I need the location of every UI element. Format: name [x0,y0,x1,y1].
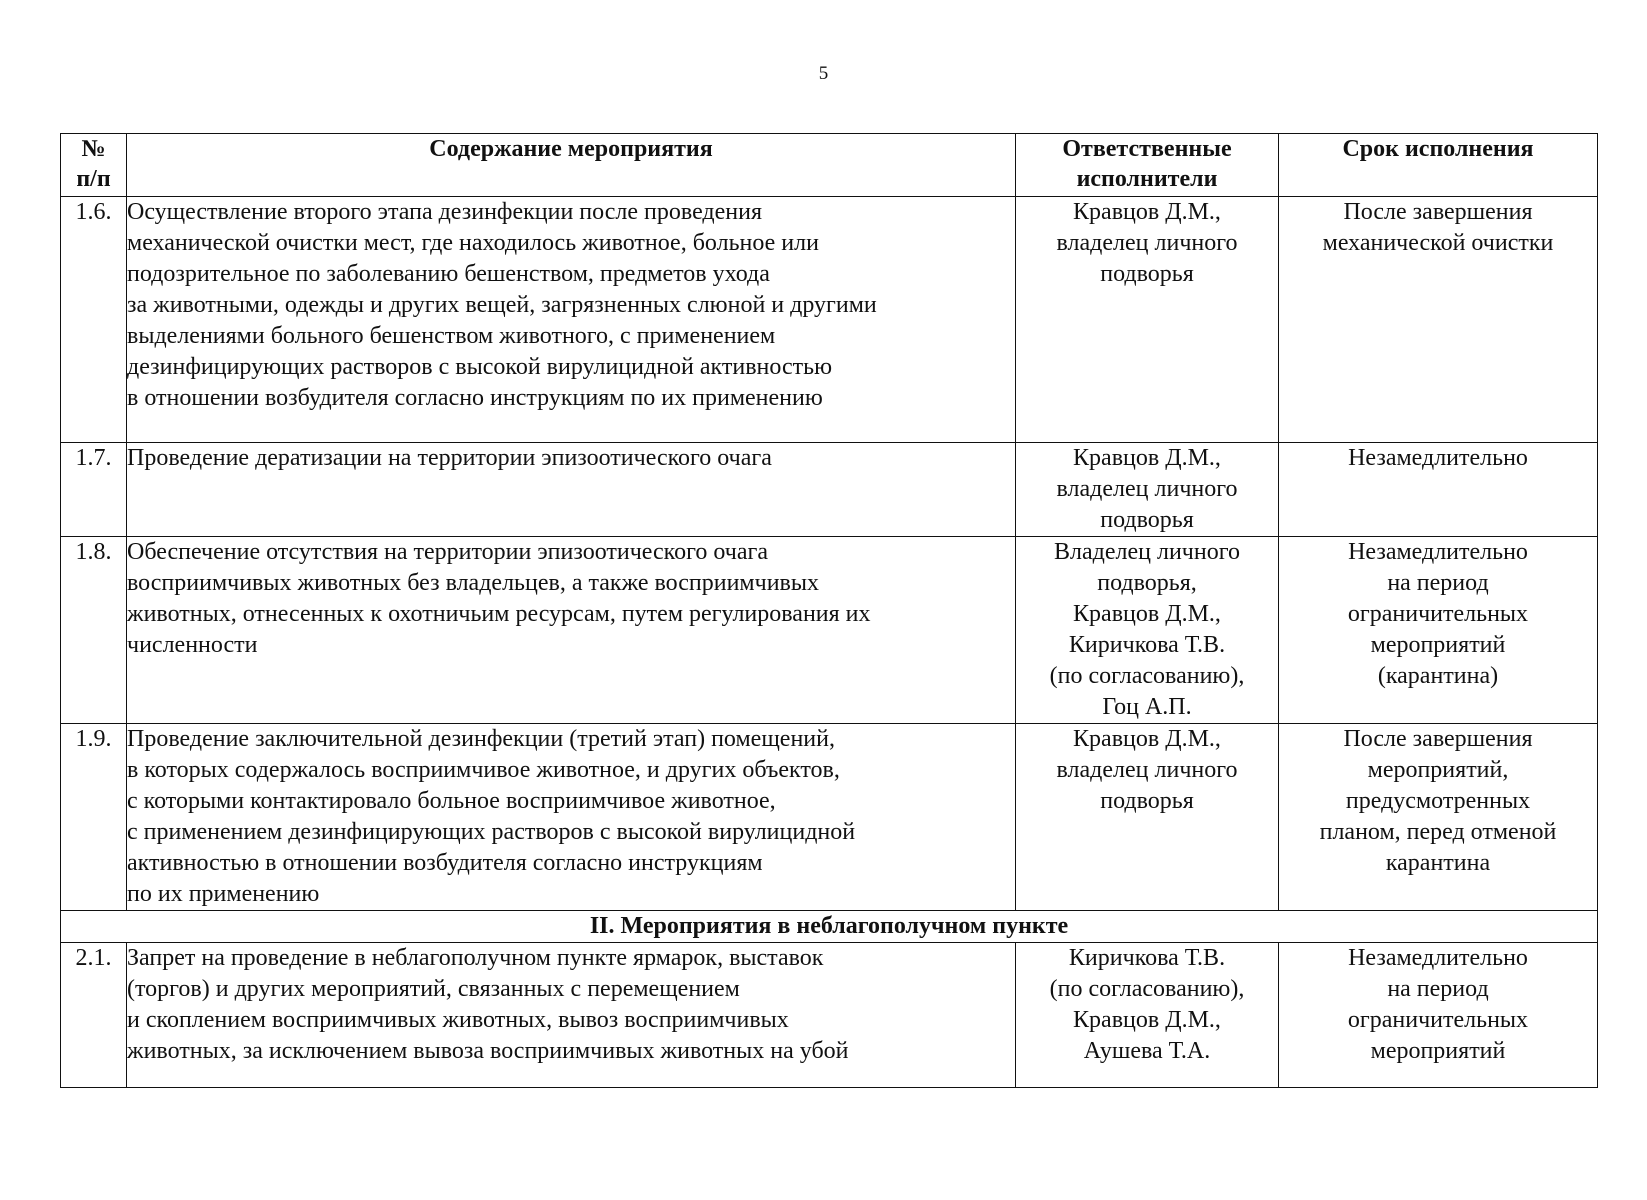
table-row [61,537,1598,724]
content-line: Запрет на проведение в неблагополучном пункте ярмарок, выставок [127,945,824,971]
content-line: выделениями больного бешенством животного, с применением [127,323,776,349]
content-line: Обеспечение отсутствия на территории эпизоотического очага [127,539,768,565]
row-responsible [1016,443,1279,537]
row-number: 1.9. [61,724,127,911]
table-row [61,197,1598,443]
row-term [1279,443,1598,537]
term-line: на период [1387,570,1489,596]
measures-table [60,133,1598,1088]
term-line: предусмотренных [1345,788,1531,814]
row-content [127,943,1016,1088]
content-line: подозрительное по заболеванию бешенством, предметов ухода [127,261,770,287]
content-line: численности [127,632,258,658]
row-responsible [1016,537,1279,724]
content-line: по их применению [127,881,320,907]
term-line: Незамедлительно [1348,945,1528,971]
content-line: и скоплением восприимчивых животных, вывоз восприимчивых [127,1007,789,1033]
term-line: на период [1387,976,1489,1002]
responsible-line: Кравцов Д.М., [1073,601,1221,627]
header-number-line1: № [81,136,106,162]
term-line: Незамедлительно [1348,539,1528,565]
responsible-line: владелец личного [1056,757,1238,783]
row-content [127,537,1016,724]
responsible-line: подворья [1100,261,1194,287]
term-line: После завершения [1343,199,1533,225]
content-line: с которыми контактировало больное восприимчивое животное, [127,788,776,814]
term-line: карантина [1385,850,1491,876]
section-heading-row [61,911,1598,943]
row-responsible [1016,943,1279,1088]
header-number [61,134,127,197]
responsible-line: подворья [1100,507,1194,533]
term-line: Незамедлительно [1348,445,1528,471]
term-line: мероприятий, [1367,757,1509,783]
term-line: (карантина) [1377,663,1499,689]
table-row [61,724,1598,911]
responsible-line: владелец личного [1056,230,1238,256]
content-line: (торгов) и других мероприятий, связанных с перемещением [127,976,740,1002]
responsible-line: Кравцов Д.М., [1073,199,1221,225]
responsible-line: Гоц А.П. [1102,694,1192,720]
header-responsible [1016,134,1279,197]
row-content [127,724,1016,911]
term-line: ограничительных [1347,601,1529,627]
term-line: После завершения [1343,726,1533,752]
content-line: животных, за исключением вывоза восприимчивых животных на убой [127,1038,849,1064]
responsible-line: Кравцов Д.М., [1073,1007,1221,1033]
responsible-line: владелец личного [1056,476,1238,502]
row-term [1279,197,1598,443]
responsible-line: (по согласованию), [1049,663,1245,689]
row-term [1279,537,1598,724]
row-responsible [1016,724,1279,911]
content-line: в которых содержалось восприимчивое животное, и других объектов, [127,757,840,783]
content-line: восприимчивых животных без владельцев, а также восприимчивых [127,570,819,596]
header-responsible-line2: исполнители [1076,166,1218,192]
page-number: 5 [818,63,829,84]
content-line: в отношении возбудителя согласно инструкциям по их применению [127,385,823,411]
term-line: механической очистки [1322,230,1554,256]
row-number: 2.1. [61,943,127,1088]
row-number: 1.7. [61,443,127,537]
content-line: Проведение заключительной дезинфекции (третий этап) помещений, [127,726,835,752]
row-responsible [1016,197,1279,443]
content-line: дезинфицирующих растворов с высокой вирулицидной активностью [127,354,833,380]
content-line: животных, отнесенных к охотничьим ресурсам, путем регулирования их [127,601,871,627]
row-content [127,197,1016,443]
responsible-line: Киричкова Т.В. [1068,945,1226,971]
header-content: Содержание мероприятия [127,134,1016,197]
responsible-line: Кравцов Д.М., [1073,445,1221,471]
row-content [127,443,1016,537]
content-line: Осуществление второго этапа дезинфекции после проведения [127,199,762,225]
header-responsible-line1: Ответственные [1062,136,1232,162]
term-line: мероприятий [1370,1038,1506,1064]
row-term [1279,943,1598,1088]
responsible-line: Кравцов Д.М., [1073,726,1221,752]
table-row [61,943,1598,1088]
row-term [1279,724,1598,911]
section-title: II. Мероприятия в неблагополучном пункте [61,911,1598,943]
table-header-row [61,134,1598,197]
header-number-line2: п/п [76,166,111,192]
row-number: 1.8. [61,537,127,724]
row-number: 1.6. [61,197,127,443]
responsible-line: Киричкова Т.В. [1068,632,1226,658]
content-line: с применением дезинфицирующих растворов с высокой вирулицидной [127,819,856,845]
content-line: активностью в отношении возбудителя согласно инструкциям [127,850,763,876]
responsible-line: подворья, [1097,570,1197,596]
content-line: за животными, одежды и других вещей, загрязненных слюной и другими [127,292,877,318]
term-line: ограничительных [1347,1007,1529,1033]
table-row [61,443,1598,537]
responsible-line: (по согласованию), [1049,976,1245,1002]
header-term: Срок исполнения [1279,134,1598,197]
content-line: механической очистки мест, где находилось животное, больное или [127,230,819,256]
term-line: мероприятий [1370,632,1506,658]
content-line: Проведение дератизации на территории эпизоотического очага [127,445,772,471]
responsible-line: подворья [1100,788,1194,814]
responsible-line: Владелец личного [1054,539,1240,565]
responsible-line: Аушева Т.А. [1083,1038,1211,1064]
term-line: планом, перед отменой [1319,819,1557,845]
